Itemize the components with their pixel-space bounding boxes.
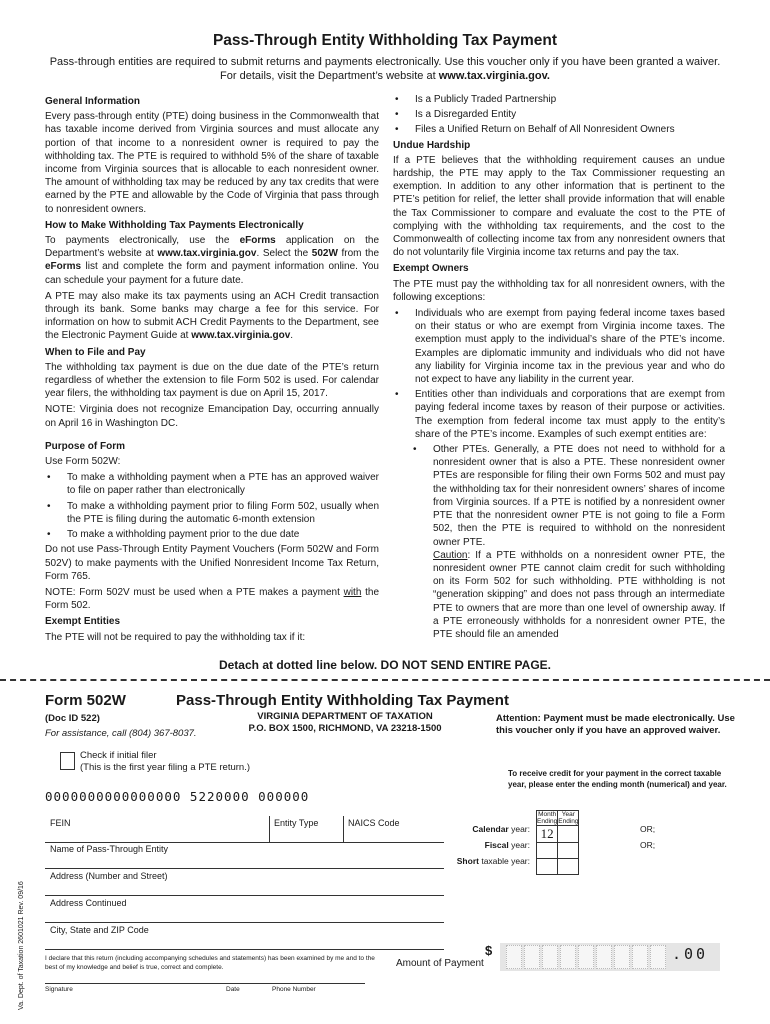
undue-text: If a PTE believes that the withholding requirement causes an undue hardship, the PTE may apply to the Tax Commissioner requesting an exemption. In addition to any other information that is pertinent to the PTE’s petition for relief, the letter shall provide information that will enable the Tax Commissioner to compare and evaluate the cost to the PTE of complying with the withholding tax requirements, and the cost to the Commonwealth of collecting income tax from any nonresident owners that do not voluntarily file Virginia income tax returns and pay the tax. xyxy=(393,154,725,259)
when-heading: When to File and Pay xyxy=(45,346,146,358)
detach-instruction: Detach at dotted line below. DO NOT SEND ENTIRE PAGE. xyxy=(218,658,552,672)
scanline: 0000000000000000 5220000 000000 xyxy=(45,789,310,804)
list-item: • To make a withholding payment when a PTE has an approved waiver to file on paper rather than electronically xyxy=(45,471,379,497)
signature-line[interactable] xyxy=(45,983,365,984)
amount-digit-cell xyxy=(578,945,594,969)
general-info-text: Every pass-through entity (PTE) doing business in the Commonwealth that has taxable income derived from Virginia sources and must allocate any portion of that income to a nonresident owner is required to pay the withholding tax. The PTE is required to withhold 5% of the share of taxable income from Virginia sources that is allocable to each nonresident owner. The amount of withholding tax may be reduced by any tax credits that were earned by the PTE and allowable by the Code of Virginia that pass through to nonresident owners. xyxy=(45,111,379,215)
owners-list xyxy=(393,307,725,641)
amount-cents: .00 xyxy=(672,945,709,963)
purpose-list xyxy=(45,471,379,541)
or-label: OR; xyxy=(640,840,656,850)
initial-filer-label-line1: Check if initial filer xyxy=(80,750,157,761)
fiscal-year-label: Fiscal year: xyxy=(484,840,530,850)
general-info-heading: General Information xyxy=(45,96,141,107)
amount-digit-cell xyxy=(650,945,666,969)
short-year-cell[interactable] xyxy=(558,859,579,875)
short-year-label: Short taxable year: xyxy=(456,856,530,866)
website-link[interactable]: www.tax.virginia.gov. xyxy=(438,70,550,82)
website-link[interactable]: www.tax.virginia.gov xyxy=(157,248,257,260)
amount-label: Amount of Payment xyxy=(396,958,484,969)
list-item: • Entities other than individuals and corporations that are exempt from paying federal income taxes by reason of their purpose or activities. The exemption from federal income tax must apply to the entity’s share of the PTE’s income. Examples of such exempt entities are: xyxy=(393,388,725,441)
dollar-sign: $ xyxy=(485,943,493,958)
assistance-text: For assistance, call (804) 367-8037. xyxy=(45,728,197,739)
amount-digit-cell xyxy=(614,945,630,969)
when-text: The withholding tax payment is due on the due date of the PTE’s return regardless of whether the extension to file Form 502 is used. For calendar year filers, the withholding tax payment is due on April 15, 2017. xyxy=(45,361,379,400)
donot-text: Do not use Pass-Through Entity Payment Vouchers (Form 502W and Form 502V) to make payments with the Unified Nonresident Income Tax Return, Form 765. xyxy=(45,544,379,582)
entity-type-label: Entity Type xyxy=(274,818,319,828)
amount-digit-cell xyxy=(596,945,612,969)
amount-digit-cell xyxy=(524,945,540,969)
attention-text: Attention: Payment must be made electronically. Use this voucher only if you have an approved waiver. xyxy=(496,713,735,736)
use-text: Use Form 502W: xyxy=(45,456,121,468)
fiscal-month-cell[interactable] xyxy=(537,843,558,859)
exempt-text: The PTE will not be required to pay the withholding tax if it: xyxy=(45,631,306,643)
calendar-year-label: Calendar year: xyxy=(472,824,530,834)
calendar-month-cell[interactable]: 12 xyxy=(537,826,558,843)
fiscal-year-cell[interactable] xyxy=(558,843,579,859)
address-field[interactable] xyxy=(45,869,444,896)
list-item: • Is a Disregarded Entity xyxy=(393,108,725,121)
left-column xyxy=(45,93,379,647)
ach-text: A PTE may also make its tax payments using an ACH Credit transaction through its bank. Some banks may charge a fee for this service. For information on how to submit ACH Credit Payments to the Department, see the Electronic Payment Guide at www.tax.virginia.gov. xyxy=(45,290,379,342)
exempt-owners-text: The PTE must pay the withholding tax for all nonresident owners, with the following exceptions: xyxy=(393,278,725,303)
department-block xyxy=(225,711,465,735)
calendar-year-cell[interactable] xyxy=(558,826,579,843)
declaration-text: I declare that this return (including accompanying schedules and statements) has been examined by me and to the best of my knowledge and belief is true, correct and complete. xyxy=(45,955,375,971)
note-text: NOTE: Virginia does not recognize Emancipation Day, occurring annually on April 16 in Washington DC. xyxy=(45,404,379,429)
intro-line-2 xyxy=(30,69,740,83)
caution-label: Caution xyxy=(433,549,468,561)
department-address: P.O. BOX 1500, RICHMOND, VA 23218-1500 xyxy=(248,723,442,734)
initial-filer-label xyxy=(80,750,250,774)
initial-filer-label-line2: (This is the first year filing a PTE return.) xyxy=(80,762,250,773)
or-label: OR; xyxy=(640,824,656,834)
year-ending-header: Year Ending xyxy=(558,811,579,825)
entity-name-field[interactable] xyxy=(45,842,444,869)
exempt-list xyxy=(393,93,725,137)
entity-name-label: Name of Pass-Through Entity xyxy=(50,844,169,854)
list-item: • Is a Publicly Traded Partnership xyxy=(393,93,725,106)
month-ending-header: Month Ending xyxy=(537,811,558,825)
signature-label: Signature xyxy=(45,986,73,993)
taxable-period-table xyxy=(536,810,579,875)
intro-line-2-prefix: For details, visit the Department’s website at xyxy=(220,70,439,82)
amount-digit-cell xyxy=(542,945,558,969)
naics-field[interactable] xyxy=(343,816,444,843)
website-link[interactable]: www.tax.virginia.gov xyxy=(191,330,291,342)
voucher-title: Pass-Through Entity Withholding Tax Payment xyxy=(176,692,509,709)
city-state-zip-label: City, State and ZIP Code xyxy=(50,925,149,935)
purpose-heading: Purpose of Form xyxy=(45,440,126,452)
amount-digit-cell xyxy=(560,945,576,969)
amount-digit-cell xyxy=(506,945,522,969)
list-item: • To make a withholding payment prior to filing Form 502, usually when the PTE is filing during the automatic 6-month extension xyxy=(45,500,379,526)
intro-line-1: Pass-through entities are required to submit returns and payments electronically. Use this voucher only if you have been granted a waiver. xyxy=(49,56,721,68)
phone-label: Phone Number xyxy=(272,986,316,993)
address2-label: Address Continued xyxy=(50,898,127,908)
note2-text: NOTE: Form 502V must be used when a PTE makes a payment with the Form 502. xyxy=(45,586,380,612)
naics-label: NAICS Code xyxy=(348,818,400,828)
undue-heading: Undue Hardship xyxy=(393,139,471,151)
list-item: • Individuals who are exempt from paying federal income taxes based on their status or who are exempt from Virginia income taxes. The exemption must apply to the individual’s share of the PTE’s income. Examples are diplomatic immunity and individuals who did not have any liability for Virginia income tax in the previous year and who do not expect to have any liability in the current year. xyxy=(393,307,725,386)
electronic-heading: How to Make Withholding Tax Payments Electronically xyxy=(45,219,304,231)
fein-label: FEIN xyxy=(50,818,71,828)
form-id: Form 502W xyxy=(45,692,126,709)
date-label: Date xyxy=(226,986,240,993)
side-text: Va. Dept. of Taxation 2601021 Rev. 09/16 xyxy=(18,881,25,1010)
entity-type-field[interactable] xyxy=(269,816,344,843)
doc-id: (Doc ID 522) xyxy=(45,713,100,724)
initial-filer-checkbox[interactable] xyxy=(60,752,75,770)
address-label: Address (Number and Street) xyxy=(50,871,168,881)
exempt-owners-heading: Exempt Owners xyxy=(393,263,469,275)
department-name: VIRGINIA DEPARTMENT OF TAXATION xyxy=(257,711,433,722)
intro-text xyxy=(30,55,740,83)
list-item: • Files a Unified Return on Behalf of All Nonresident Owners xyxy=(393,123,725,136)
city-state-zip-field[interactable] xyxy=(45,923,444,950)
right-column xyxy=(393,93,725,643)
list-item: • Other PTEs. Generally, a PTE does not need to withhold for a nonresident owner that is also a PTE. These nonresident owner PTEs are responsible for filing their own Forms 502 and must pay the withholding tax for their nonresident owners’ shares of income from Virginia sources. If a PTE is notified by a nonresident owner PTE that the nonresident owner PTE is not going to file a Form 502, then the PTE is required to withhold on the nonresident owner PTE. Caution: If a PTE withholds on a nonresident owner PTE, the nonresident owner PTE cannot claim credit for such withholding on its Form 502 for such withholding. PTE withholding is not “generation skipping” and does not pass through an intermediate PTE to owners that are more than one level of ownership away. If a PTE erroneously withholds for a nonresident owner PTE, the PTE should file an amended xyxy=(393,443,725,641)
electronic-text: To payments electronically, use the eForms application on the Department’s website at www.tax.virginia.gov. Select the 502W from the eForms list and complete the form and payment information online. You can schedule your payment for a future date. xyxy=(45,235,380,286)
short-month-cell[interactable] xyxy=(537,859,558,875)
list-item: • To make a withholding payment prior to the due date xyxy=(45,528,379,541)
detach-line xyxy=(0,679,770,681)
fein-field[interactable] xyxy=(45,816,270,843)
page-title: Pass-Through Entity Withholding Tax Payment xyxy=(212,32,558,49)
address2-field[interactable] xyxy=(45,896,444,923)
credit-instruction: To receive credit for your payment in the correct taxable year, please enter the ending month (numerical) and year. xyxy=(508,769,727,789)
exempt-heading: Exempt Entities xyxy=(45,616,121,628)
amount-digit-cell xyxy=(632,945,648,969)
